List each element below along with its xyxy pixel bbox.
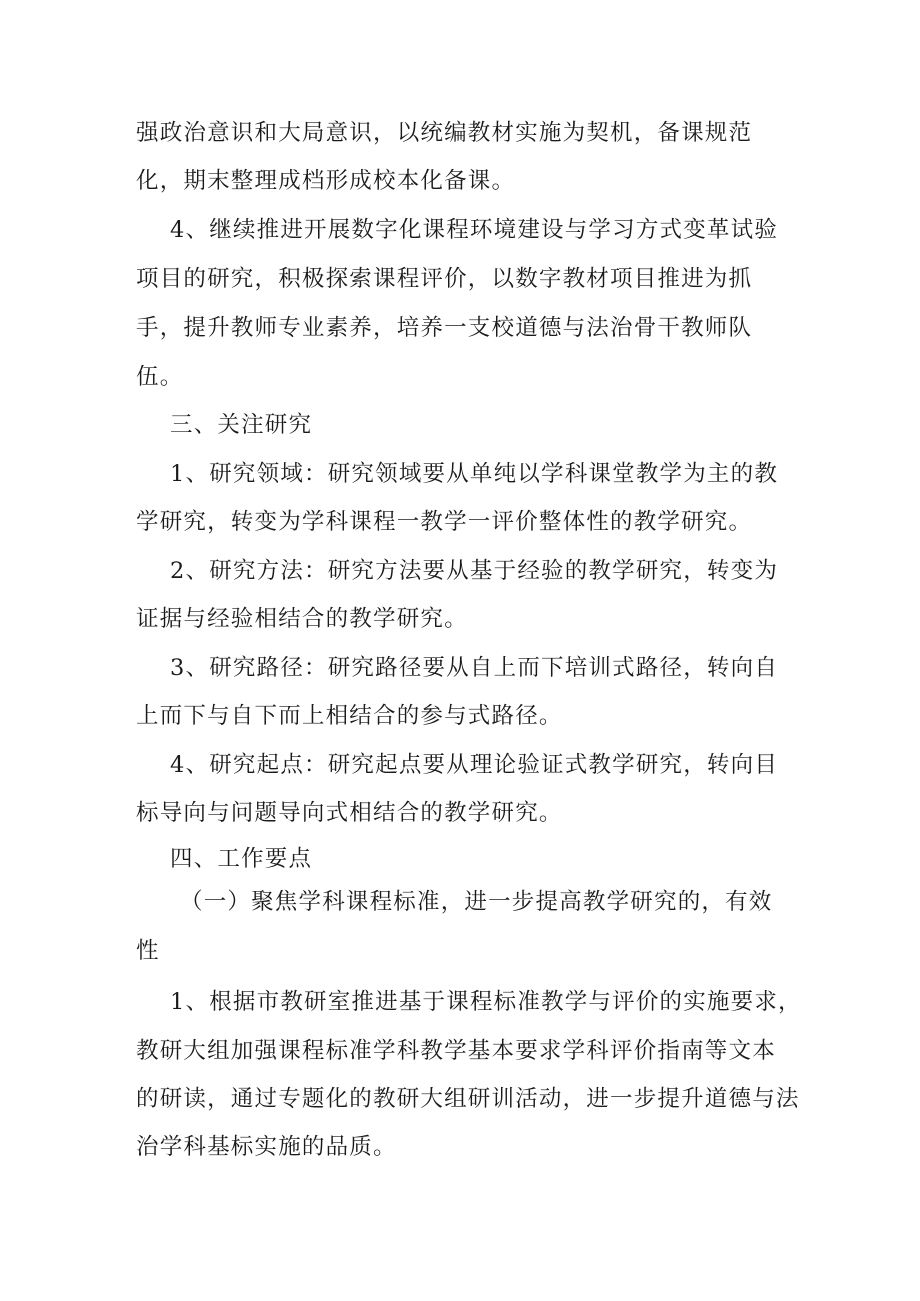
text-line: 手，提升教师专业素养，培养一支校道德与法治骨干教师队 <box>136 315 753 341</box>
subsection-heading: （一）聚焦学科课程标准，进一步提高教学研究的，有效 <box>180 889 773 915</box>
text-line: 1、根据市教研室推进基于课程标准教学与评价的实施要求， <box>170 989 802 1015</box>
text-line: 伍。 <box>136 364 184 390</box>
text-line: 上而下与自下而上相结合的参与式路径。 <box>136 703 563 729</box>
text-line: 3、研究路径：研究路径要从自上而下培训式路径，转向自 <box>170 655 779 681</box>
text-line: 标导向与问题导向式相结合的教学研究。 <box>136 800 563 826</box>
text-line: 教研大组加强课程标准学科教学基本要求学科评价指南等文本 <box>136 1038 776 1064</box>
text-line: 4、继续推进开展数字化课程环境建设与学习方式变革试验 <box>170 217 779 243</box>
subsection-heading: 性 <box>136 938 160 964</box>
text-line: 强政治意识和大局意识，以统编教材实施为契机，备课规范 <box>136 120 753 146</box>
section-heading: 三、关注研究 <box>170 412 313 438</box>
text-line: 证据与经验相结合的教学研究。 <box>136 606 468 632</box>
text-line: 4、研究起点：研究起点要从理论验证式教学研究，转向目 <box>170 752 779 778</box>
text-line: 治学科基标实施的品质。 <box>136 1134 397 1160</box>
text-line: 的研读，通过专题化的教研大组研训活动，进一步提升道德与法 <box>136 1086 800 1112</box>
text-line: 1、研究领域：研究领域要从单纯以学科课堂教学为主的教 <box>170 461 779 487</box>
section-heading: 四、工作要点 <box>170 846 313 872</box>
text-line: 化，期末整理成档形成校本化备课。 <box>136 168 516 194</box>
text-line: 学研究，转变为学科课程一教学一评价整体性的教学研究。 <box>136 509 753 535</box>
text-line: 2、研究方法：研究方法要从基于经验的教学研究，转变为 <box>170 558 779 584</box>
text-line: 项目的研究，积极探索课程评价，以数字教材项目推进为抓 <box>136 266 753 292</box>
